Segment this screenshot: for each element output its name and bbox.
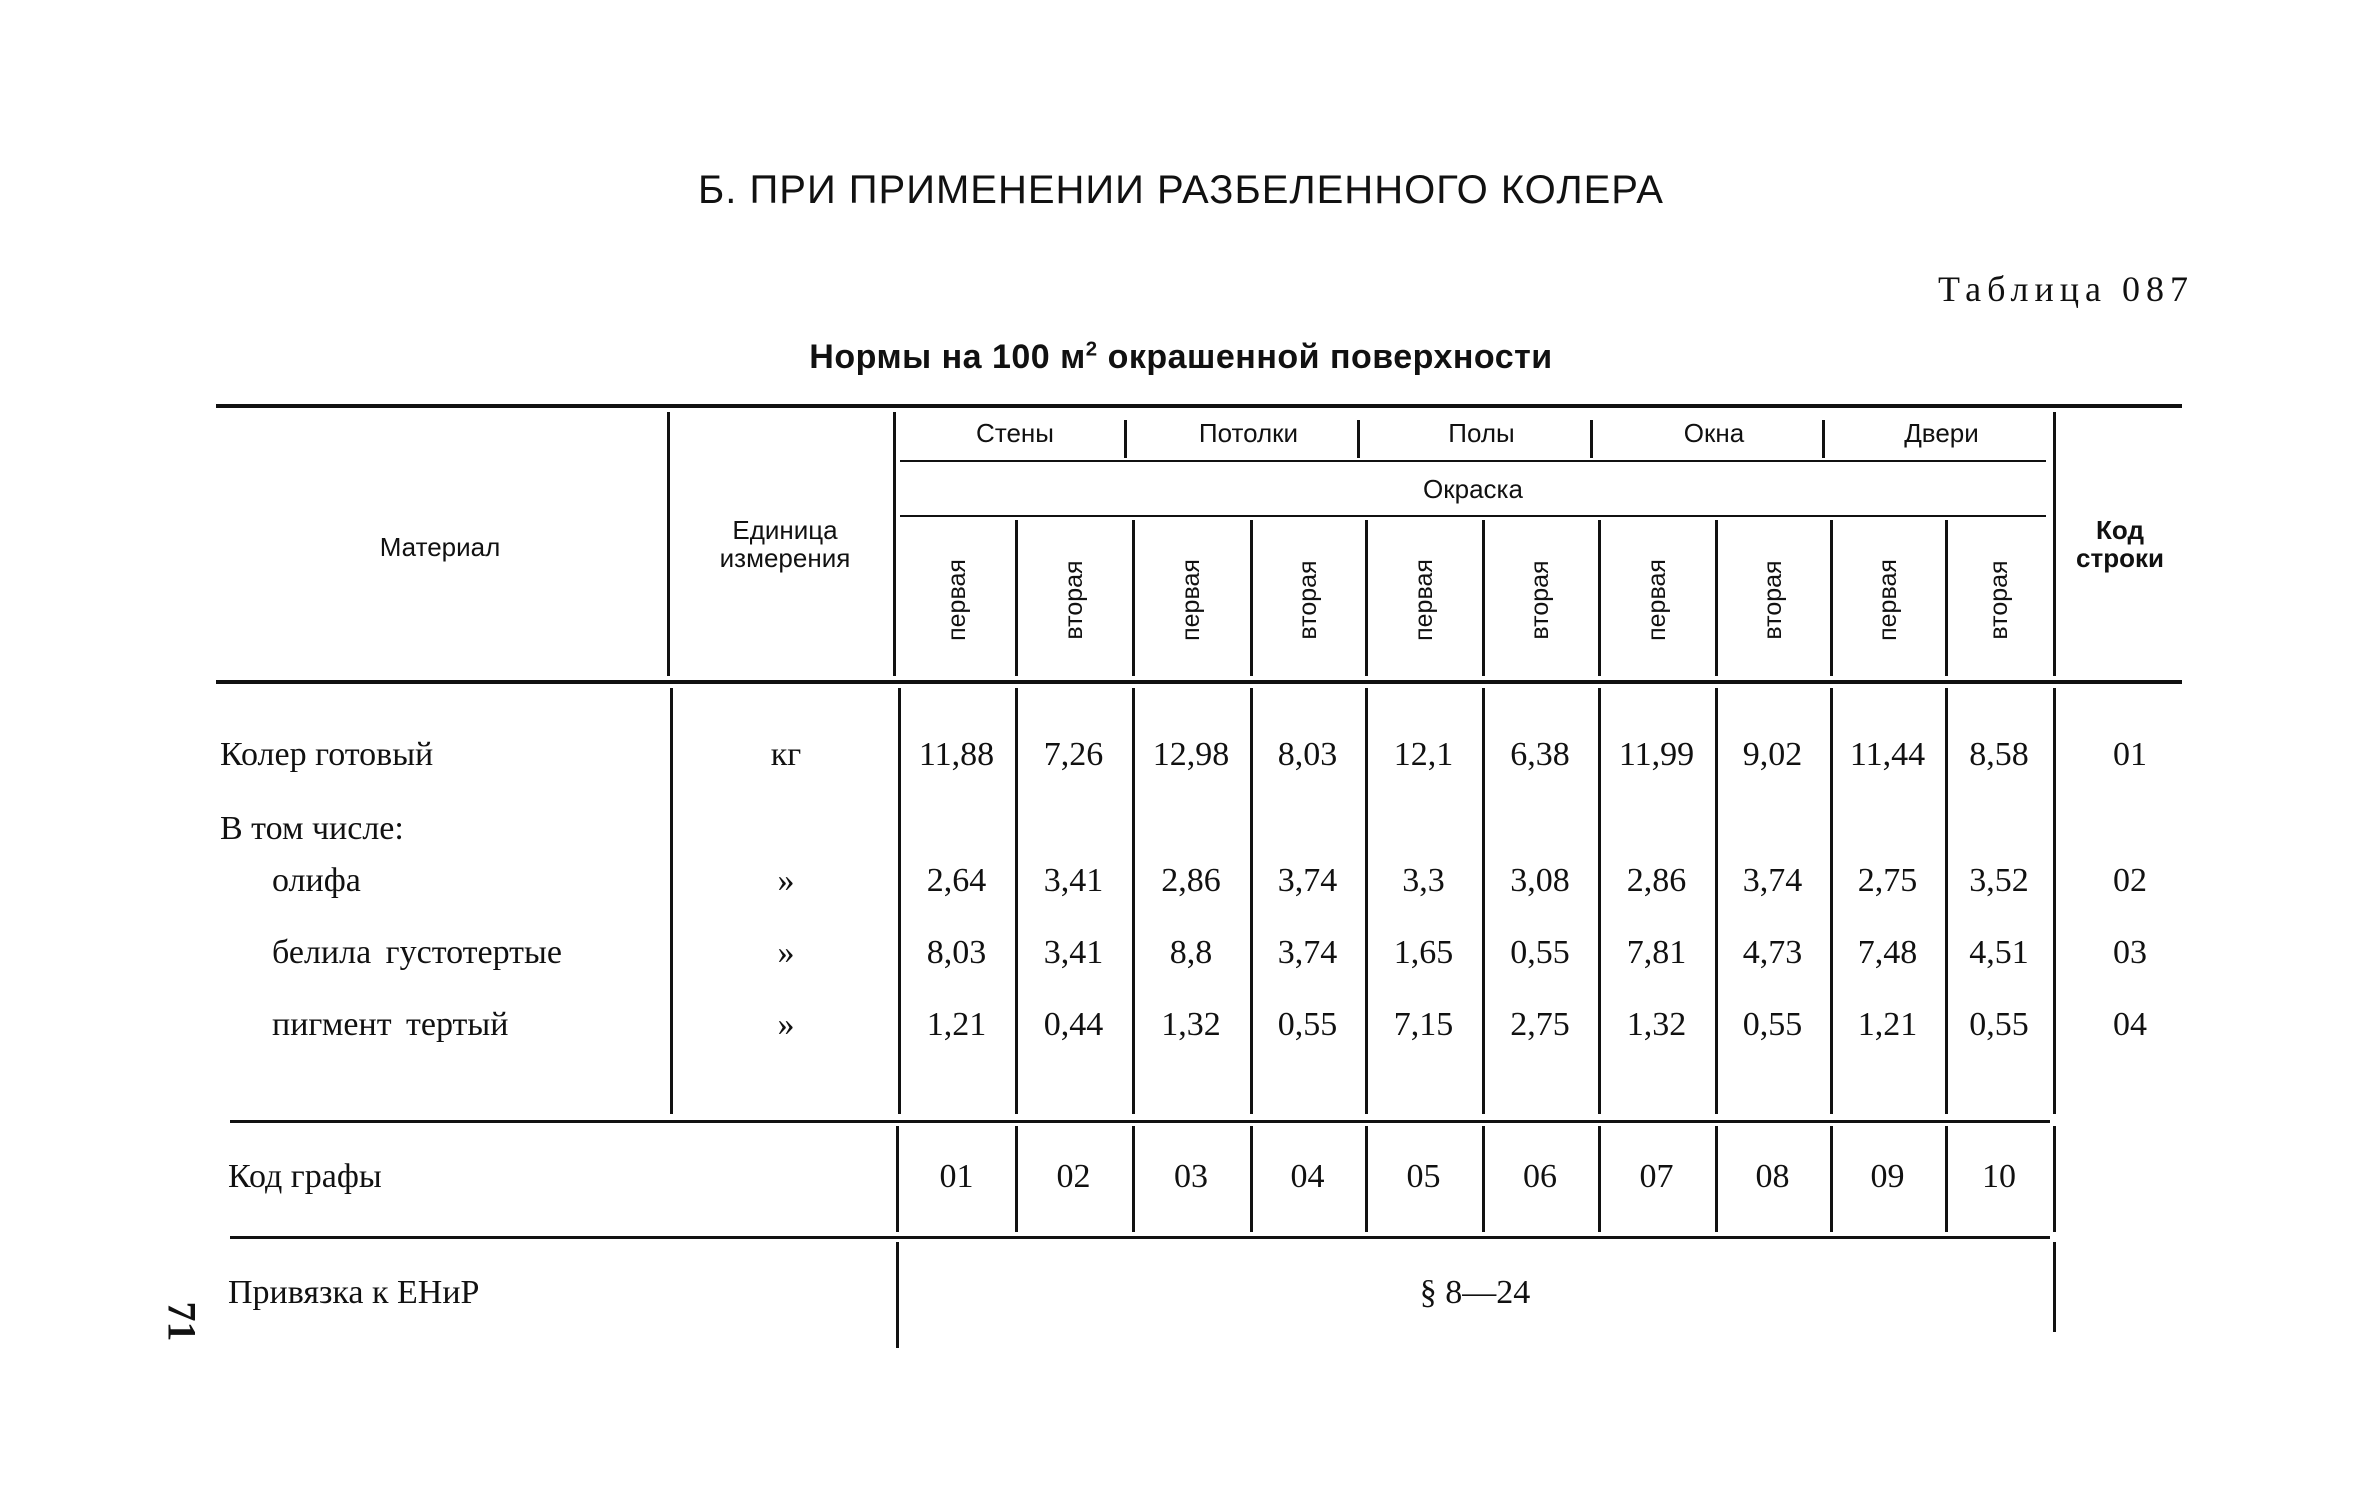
cell-r3-c4: 1,65 <box>1393 934 1454 971</box>
cell-r4-c2: 1,32 <box>1161 1006 1221 1043</box>
v-coat-hdr-6 <box>1598 520 1601 676</box>
column-code-4: 05 <box>1406 1158 1441 1195</box>
data-bottom-rule <box>230 1120 2050 1123</box>
v-coat-hdr-7 <box>1715 520 1718 676</box>
cell-r3-c8: 7,48 <box>1857 934 1918 971</box>
unit-olifa: » <box>777 862 795 899</box>
cell-r0-c1: 7,26 <box>1043 736 1104 773</box>
v-coat-hdr-1 <box>1015 520 1018 676</box>
group-header-3: Окна <box>1683 418 1745 448</box>
header-unit: Единица измерения <box>719 515 851 573</box>
coat-header-5: вторая <box>1526 560 1554 640</box>
caption-suffix: окрашенной поверхности <box>1097 338 1553 376</box>
header-painting: Окраска <box>1423 474 1523 504</box>
page-number: 71 <box>159 1301 205 1342</box>
cell-r4-c8: 1,21 <box>1857 1006 1918 1043</box>
cell-r4-c6: 1,32 <box>1626 1006 1687 1043</box>
cell-r3-c2: 8,8 <box>1169 934 1213 971</box>
section-title: Б. ПРИ ПРИМЕНЕНИИ РАЗБЕЛЕННОГО КОЛЕРА <box>698 168 1664 212</box>
cell-r0-c5: 6,38 <box>1510 736 1570 773</box>
column-codes-label: Код графы <box>228 1158 382 1195</box>
unit-belila: » <box>777 934 795 971</box>
cell-r2-c4: 3,3 <box>1402 862 1445 899</box>
table-number: Таблица 087 <box>1938 269 2194 309</box>
unit-koler: кг <box>770 736 802 773</box>
row-label-koler: Колер готовый <box>220 736 434 773</box>
column-code-3: 04 <box>1290 1158 1325 1195</box>
cell-r2-c1: 3,41 <box>1043 862 1104 899</box>
caption-prefix: Нормы на 100 м <box>809 338 1086 376</box>
v-coat-hdr-9 <box>1945 520 1948 676</box>
v-coat-hdr-2 <box>1132 520 1135 676</box>
cell-r0-c4: 12,1 <box>1393 736 1454 773</box>
cell-r0-c6: 11,99 <box>1618 736 1695 773</box>
row-label-belila: белила густотертые <box>272 934 562 971</box>
cell-r4-c9: 0,55 <box>1969 1006 2029 1043</box>
cell-r3-c3: 3,74 <box>1277 934 1338 971</box>
row-code-03: 03 <box>2113 934 2147 971</box>
cell-r3-c6: 7,81 <box>1626 934 1687 971</box>
cell-r3-c9: 4,51 <box>1969 934 2029 971</box>
cell-r0-c2: 12,98 <box>1152 736 1230 773</box>
group-header-1: Потолки <box>1198 418 1299 448</box>
v-material-unit <box>670 688 673 1114</box>
v-data-code <box>2053 688 2056 1114</box>
coat-header-8: первая <box>1873 559 1902 641</box>
coat-header-0: первая <box>942 559 971 641</box>
cell-r0-c0: 11,88 <box>918 736 995 773</box>
enir-label: Привязка к ЕНиР <box>228 1274 480 1311</box>
cell-r0-c7: 9,02 <box>1742 736 1803 773</box>
column-code-2: 03 <box>1174 1158 1208 1195</box>
column-code-6: 07 <box>1639 1158 1674 1195</box>
column-code-9: 10 <box>1982 1158 2016 1195</box>
top-rule <box>216 404 2182 408</box>
cell-r2-c9: 3,52 <box>1969 862 2029 899</box>
cell-r2-c6: 2,86 <box>1626 862 1687 899</box>
v-coat-hdr-4 <box>1365 520 1368 676</box>
header-bottom-rule <box>216 680 2182 684</box>
column-code-0: 01 <box>939 1158 974 1195</box>
cell-r2-c3: 3,74 <box>1277 862 1338 899</box>
cell-r0-c8: 11,44 <box>1849 736 1926 773</box>
cell-r4-c3: 0,55 <box>1277 1006 1338 1043</box>
cell-r2-c7: 3,74 <box>1742 862 1803 899</box>
column-code-5: 06 <box>1523 1158 1557 1195</box>
column-code-7: 08 <box>1755 1158 1790 1195</box>
coat-header-9: вторая <box>1985 560 2013 640</box>
cell-r4-c5: 2,75 <box>1510 1006 1570 1043</box>
cell-r2-c0: 2,64 <box>926 862 987 899</box>
coat-header-4: первая <box>1409 559 1438 641</box>
v-enir-start <box>896 1242 899 1348</box>
cell-r4-c1: 0,44 <box>1043 1006 1104 1043</box>
v-enir-end <box>2053 1242 2056 1332</box>
v-unit-data-hdr <box>893 412 896 676</box>
coat-header-2: первая <box>1177 559 1205 641</box>
cell-r4-c4: 7,15 <box>1393 1006 1454 1043</box>
coat-header-1: вторая <box>1059 560 1088 640</box>
cell-r4-c0: 1,21 <box>926 1006 987 1043</box>
v-codes-end <box>2053 1126 2056 1232</box>
header-row-code: Код строки <box>2076 515 2164 573</box>
cell-r3-c5: 0,55 <box>1510 934 1570 971</box>
v-data-code-hdr <box>2053 412 2056 676</box>
cell-r2-c8: 2,75 <box>1857 862 1918 899</box>
cell-r4-c7: 0,55 <box>1742 1006 1803 1043</box>
row-code-02: 02 <box>2113 862 2147 899</box>
row-label-subtotal: В том числе: <box>220 810 404 847</box>
cell-r3-c0: 8,03 <box>926 934 987 971</box>
norms-caption <box>0 338 2362 377</box>
row-label-olifa: олифа <box>272 862 361 899</box>
caption-sup: 2 <box>1085 338 1098 361</box>
cell-r0-c9: 8,58 <box>1969 736 2029 773</box>
coat-header-6: первая <box>1642 559 1671 641</box>
v-coat-hdr-5 <box>1482 520 1485 676</box>
codes-bottom-rule <box>230 1236 2050 1239</box>
column-code-1: 02 <box>1056 1158 1091 1195</box>
column-code-8: 09 <box>1870 1158 1905 1195</box>
header-material: Материал <box>379 532 501 562</box>
cell-r2-c5: 3,08 <box>1510 862 1570 899</box>
cell-r0-c3: 8,03 <box>1277 736 1338 773</box>
row-label-pigment: пигмент тертый <box>272 1006 509 1043</box>
painting-rule <box>900 515 2046 517</box>
v-coat-hdr-3 <box>1250 520 1253 676</box>
cell-r3-c7: 4,73 <box>1742 934 1803 971</box>
v-coat-hdr-8 <box>1830 520 1833 676</box>
enir-value: § 8—24 <box>1419 1274 1531 1311</box>
group-header-4: Двери <box>1904 418 1979 448</box>
row-code-04: 04 <box>2113 1006 2147 1043</box>
v-material-unit-hdr <box>667 412 670 676</box>
row-code-01: 01 <box>2113 736 2147 773</box>
cell-r3-c1: 3,41 <box>1043 934 1104 971</box>
group-header-2: Полы <box>1448 418 1515 448</box>
groups-rule <box>900 460 2046 462</box>
coat-header-3: вторая <box>1293 560 1322 640</box>
unit-pigment: » <box>777 1006 795 1043</box>
group-header-0: Стены <box>976 418 1054 448</box>
cell-r2-c2: 2,86 <box>1161 862 1221 899</box>
coat-header-7: вторая <box>1758 560 1787 640</box>
